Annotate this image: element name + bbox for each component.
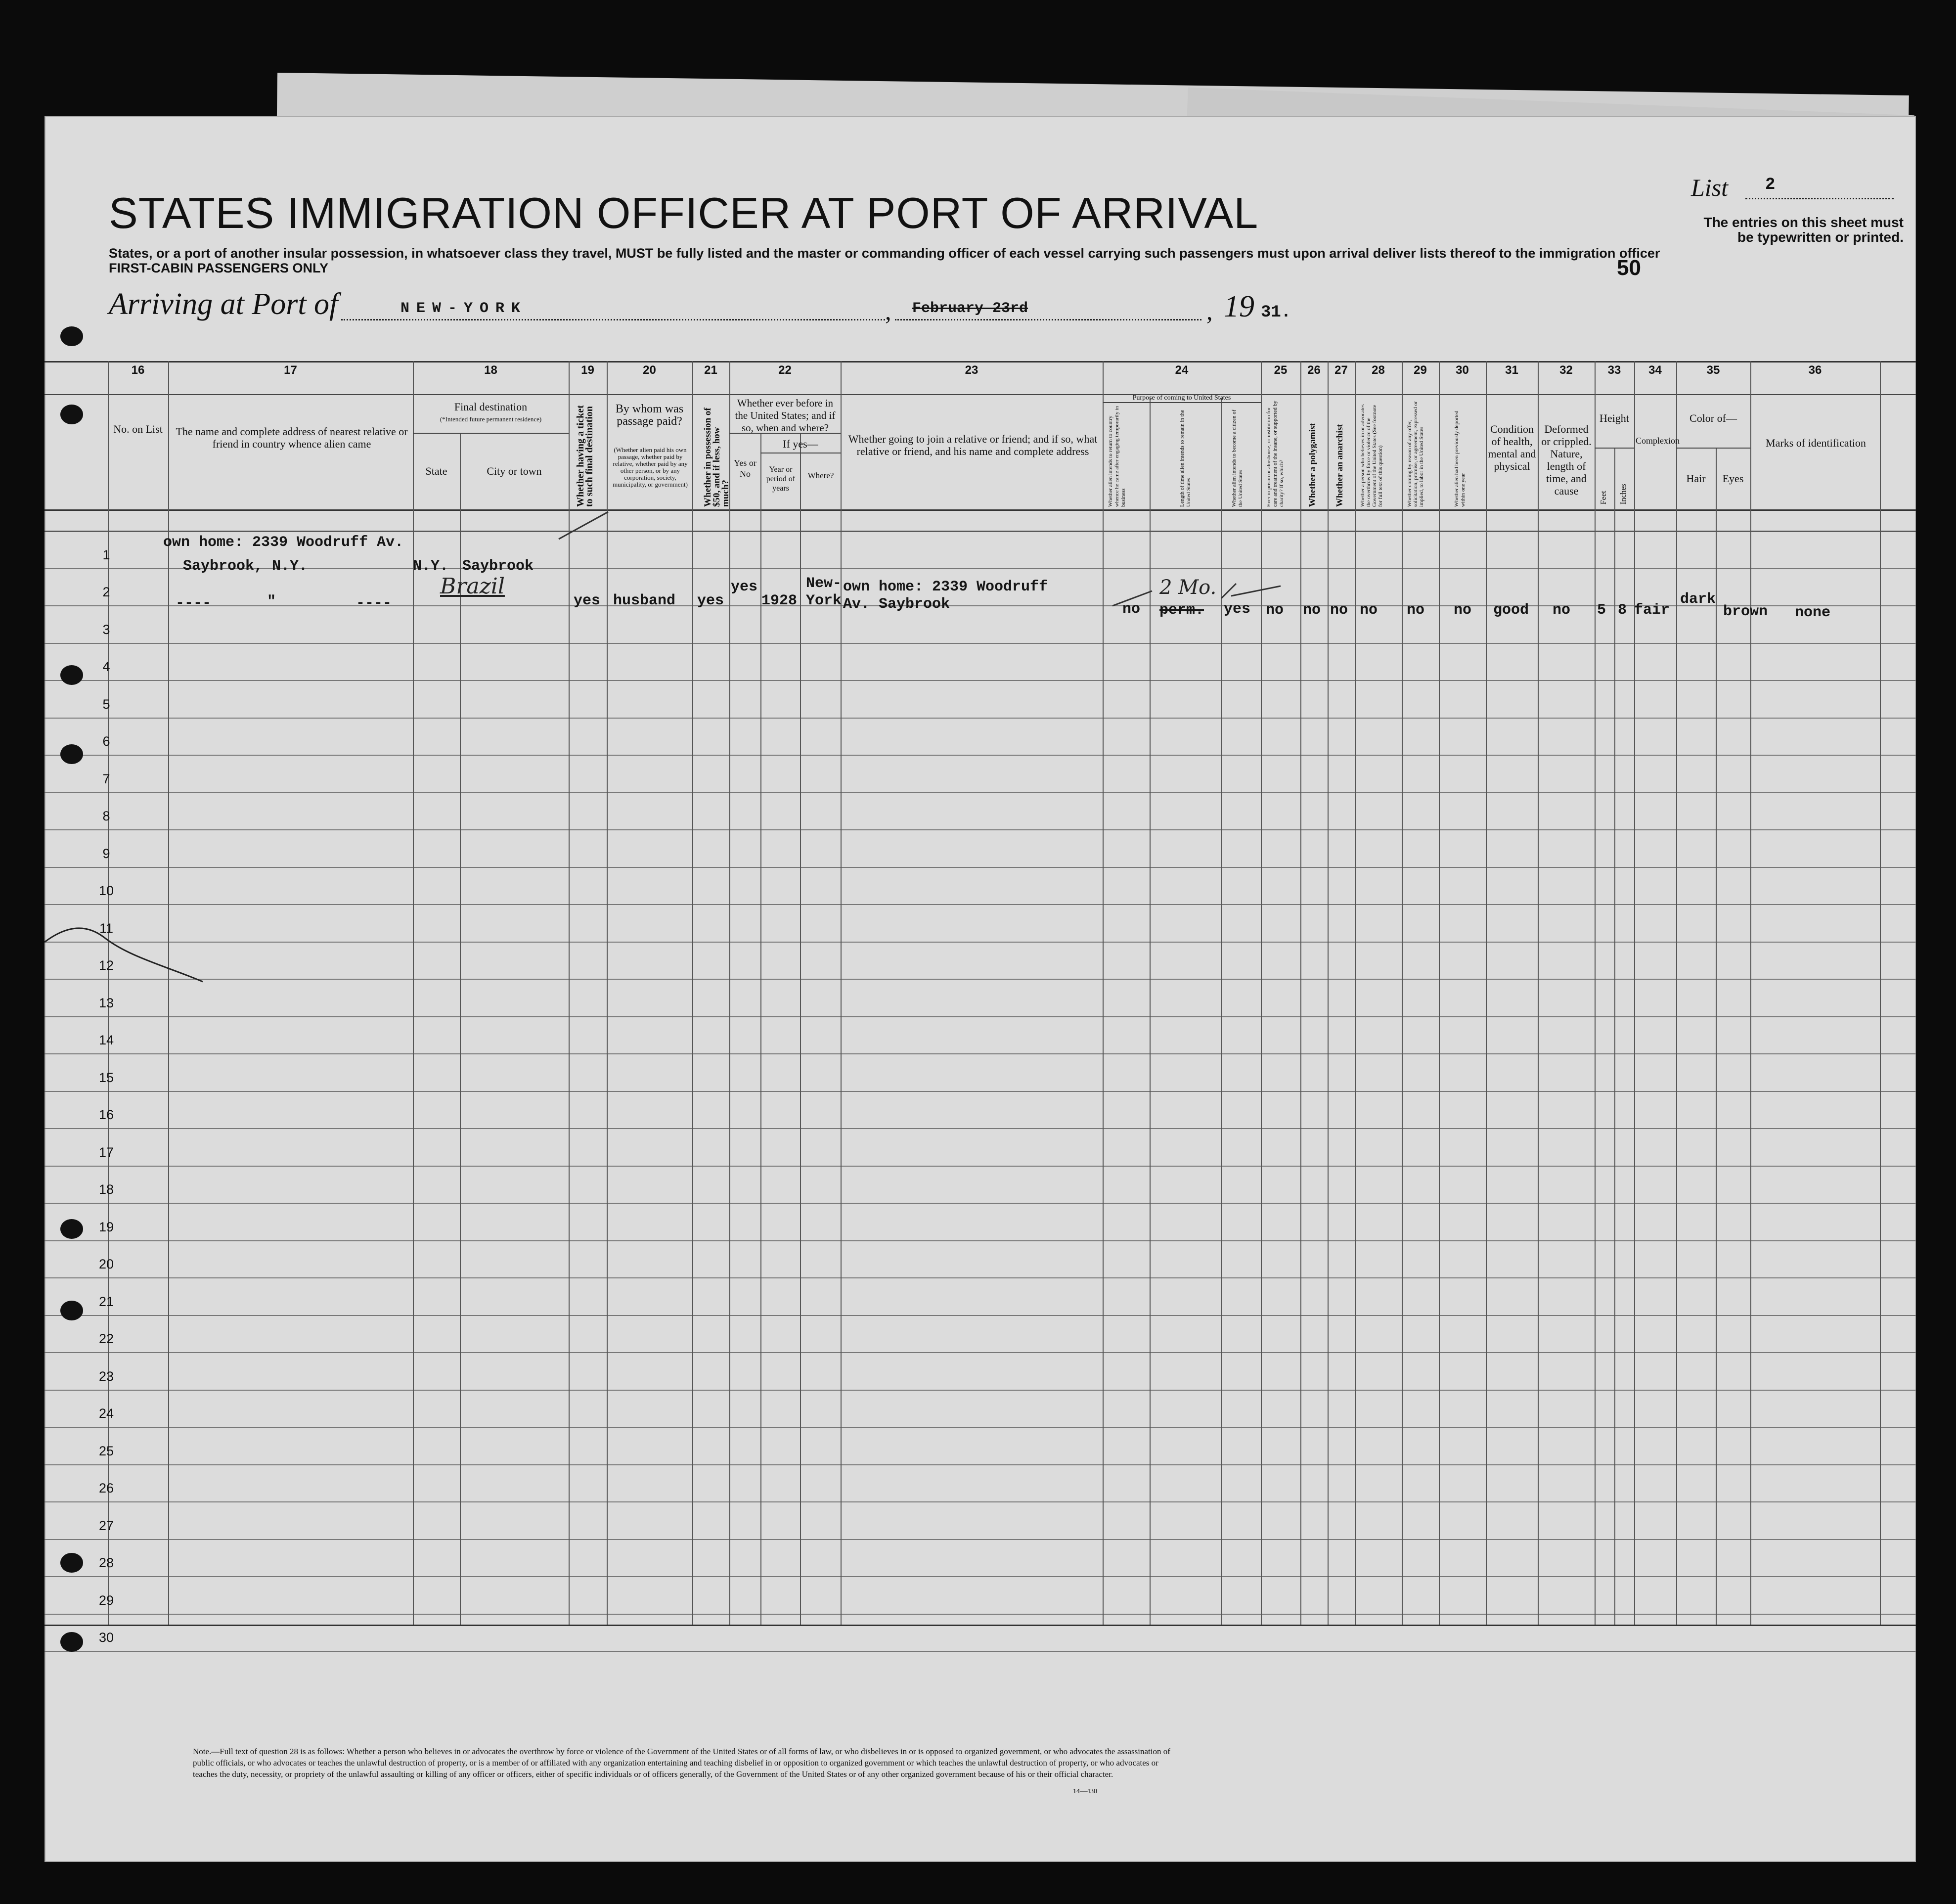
hdr-city: City or town [487,465,542,477]
r2-overthrow: no [1360,602,1378,619]
row-number: 3 [102,622,110,637]
r2-anarchist: no [1330,602,1348,619]
r2-polygamist: no [1303,602,1321,619]
hdr-ever-before: Whether ever before in the United States; and if so, when and where? [735,397,836,434]
form-code: 14—430 [1073,1788,1097,1795]
colnum-24: 24 [1175,363,1189,377]
row-number: 14 [98,1033,114,1047]
row-number: 8 [102,809,110,823]
row-number: 21 [98,1294,114,1309]
r2-city-handwritten: Brazil [440,574,505,599]
colnum-20: 20 [643,363,656,377]
colnum-26: 26 [1307,363,1321,377]
hdr-if-yes: If yes— [783,438,818,450]
hdr-return: Whether alien intends to return to country whence he came after engaging temporarily in business [1108,406,1126,507]
r1-city: Saybrook [462,558,534,575]
hdr-relative-address: The name and complete address of nearest relative or friend in country whence alien came [176,425,408,450]
hdr-final-destination-sub: (*Intended future permanent residence) [440,415,542,423]
punch-hole [60,405,83,424]
hdr-final-destination: Final destination [454,401,528,413]
list-label: List [1691,174,1729,201]
r2-ticket: yes [574,592,601,609]
r2-return: no [1122,601,1141,618]
punch-hole [60,1553,83,1573]
row-number: 23 [98,1368,114,1384]
row-number: 11 [99,920,114,936]
colnum-17: 17 [284,363,297,377]
colnum-18: 18 [484,363,497,377]
list-number: 2 [1765,176,1776,194]
row-number: 18 [98,1182,114,1197]
row-number: 12 [98,958,114,973]
hdr-ticket: Whether having a ticket to such final destination [575,405,595,507]
colnum-16: 16 [131,363,145,377]
punch-hole [60,744,83,764]
hdr-complexion: Complexion [1636,436,1680,446]
colnum-34: 34 [1648,363,1662,377]
r2-where-1: New- [806,575,842,592]
hdr-purpose: Purpose of coming to United States [1132,394,1231,402]
row-number: 26 [98,1481,114,1496]
r1-state: N.Y. [413,558,449,575]
hdr-yes-no: Yes or No [734,458,756,479]
r2-deported: no [1454,602,1472,619]
r2-offer: no [1407,602,1425,619]
colnum-36: 36 [1808,363,1822,377]
r2-where-2: York [806,592,842,609]
colnum-31: 31 [1505,363,1518,377]
hdr-deformed: Deformed or crippled. Nature, length of time, and cause [1541,423,1592,497]
port-value: NEW-YORK [400,300,528,317]
row-number: 13 [98,995,114,1010]
comma-2: , [1206,297,1213,325]
row-number: 2 [102,585,110,599]
row-number: 25 [98,1443,114,1458]
comma-1: , [885,297,891,325]
date-value: February 23rd [912,300,1028,317]
hdr-length-stay: Length of time alien intends to remain in the United States [1179,409,1192,507]
r2-health: good [1493,602,1529,619]
r2-length-struck: perm. [1159,602,1204,619]
r2-before: yes [731,579,758,595]
r2-ditto: " [267,593,276,610]
r2-join-address-1: own home: 2339 Woodruff [843,579,1048,595]
arriving-label: Arriving at Port of [109,287,338,321]
hdr-passage-paid: By whom was passage paid? [615,403,684,428]
hdr-health: Condition of health, mental and physical [1488,423,1536,472]
r1-relative-address-2: Saybrook, N.Y. [183,558,308,575]
row-number: 24 [98,1406,114,1421]
row-number: 4 [102,659,110,674]
r2-feet: 5 [1597,602,1606,619]
colnum-21: 21 [704,363,717,377]
row-number: 1 [102,547,110,562]
hdr-offer-labor: Whether coming by reason of any offer, solicitation, promise, or agreement, expressed or implied, to labor in the United States [1407,401,1424,507]
row-number: 30 [98,1630,114,1645]
year-suffix: 31. [1261,303,1291,322]
r2-fifty: yes [697,592,724,609]
r2-prison: no [1266,602,1284,619]
colnum-30: 30 [1456,363,1469,377]
hdr-height: Height [1600,412,1629,424]
hdr-year: Year or period of years [766,465,796,493]
hdr-citizen: Whether alien intends to become a citizen of the United States [1231,409,1244,507]
typed-note-line-2: be typewritten or printed. [1737,229,1904,245]
r2-join-address-2: Av. Saybrook [843,596,950,613]
row-number: 17 [98,1144,114,1160]
footnote: Note.—Full text of question 28 is as follows: Whether a person who believes in or advocates the overthrow by force or violence of the Government of the United States or of all forms of law, or who disbelieves in or is opposed to organized government, or who advocates the assassination of public officials, or who advocates or teaches the unlawful destruction of property, or is a member of or affiliated with any organization entertaining and teaching disbelief in or opposition to organized government or which teaches the unlawful destruction of property, or who advocates or teaches the duty, necessity, or propriety of the unlawful assaulting or killing of any officer or officers, either of specific individuals or of officers generally, of the Government of the United States or of any other organized government because of his or their official character. [193,1747,1170,1779]
colnum-29: 29 [1414,363,1427,377]
hdr-overthrow: Whether a person who believes in or advocates the overthrow by force or violence of the Government of the United States (See footnote for full text of this question) [1360,404,1383,507]
colnum-25: 25 [1274,363,1288,377]
r2-inches: 8 [1618,602,1627,619]
punch-hole [60,1301,83,1320]
row-number: 7 [102,771,110,786]
r2-complexion: fair [1634,602,1670,619]
row-number: 28 [98,1555,114,1570]
punch-hole [60,1632,83,1652]
hdr-join-relative: Whether going to join a relative or friend; and if so, what relative or friend, and his name and complete address [848,433,1098,457]
hdr-eyes: Eyes [1722,472,1744,485]
row-number: 16 [98,1107,114,1122]
r2-hair: dark [1680,591,1716,608]
hdr-passage-paid-sub: (Whether alien paid his own passage, whether paid by relative, whether paid by any other person, or by any corporation, society, municipality, or government) [613,446,688,488]
pen-tick-1 [559,512,608,539]
typed-note-line-1: The entries on this sheet must [1703,215,1904,230]
punch-hole [60,1219,83,1239]
colnum-32: 32 [1559,363,1573,377]
row-number: 27 [98,1518,114,1533]
colnum-19: 19 [581,363,594,377]
r2-deformed: no [1553,602,1571,619]
row-number: 6 [102,734,110,749]
row-number: 15 [98,1070,114,1085]
hdr-feet: Feet [1600,491,1608,504]
punch-hole [60,326,83,346]
pen-marks [44,116,1916,1862]
hdr-deported: Whether alien had been previously deported within one year [1454,410,1466,507]
page-title: STATES IMMIGRATION OFFICER AT PORT OF ARRIVAL [109,188,1259,237]
hdr-hair: Hair [1686,472,1706,485]
hdr-prison: Ever in prison or almshouse, or institution for care and treatment of the insane, or supported by charity? If so, which? [1266,401,1285,507]
row-number: 29 [98,1592,114,1608]
r2-marks: none [1795,604,1831,621]
row-number: 20 [98,1257,114,1271]
r2-year: 1928 [761,592,798,609]
r2-dash-1: ---- [176,595,212,612]
r2-paid-by: husband [613,592,676,609]
hdr-state: State [425,465,447,477]
manifest-sheet [44,116,1916,1862]
hdr-marks: Marks of identification [1766,437,1866,449]
row-number: 19 [98,1219,114,1234]
colnum-35: 35 [1706,363,1720,377]
r2-citizen: yes [1224,601,1251,618]
colnum-27: 27 [1334,363,1348,377]
passenger-class-line: FIRST-CABIN PASSENGERS ONLY [109,261,329,275]
hdr-fifty-dollars: Whether in possession of $50, and if less, how much? [703,408,731,507]
row-number: 9 [102,846,110,861]
r2-dash-2: ---- [356,595,392,612]
row-number: 5 [102,696,110,712]
colnum-23: 23 [965,363,978,377]
pen-curve [44,928,203,982]
hdr-inches: Inches [1619,484,1628,504]
hdr-where: Where? [807,471,834,480]
r2-length-handwritten: 2 Mo. [1159,576,1217,599]
year-prefix: 19 [1224,290,1254,323]
hdr-no-on-list: No. on List [113,423,163,435]
punch-hole [60,665,83,685]
r1-relative-address-1: own home: 2339 Woodruff Av. [163,534,404,551]
page-number: 50 [1617,256,1641,280]
colnum-33: 33 [1607,363,1621,377]
hdr-anarchist: Whether an anarchist [1334,424,1344,507]
r2-eyes: brown [1723,603,1768,620]
row-number: 22 [98,1331,114,1346]
colnum-28: 28 [1372,363,1385,377]
hdr-color-of: Color of— [1689,412,1737,424]
hdr-polygamist: Whether a polygamist [1307,423,1317,507]
row-number: 10 [98,883,114,898]
instruction-line: States, or a port of another insular possession, in whatsoever class they travel, MUST be fully listed and the master or commanding officer of each vessel carrying such passengers must upon arrival deliver lists thereof to the immigration officer [109,246,1660,261]
colnum-22: 22 [778,363,792,377]
pen-tick-2 [1112,584,1281,606]
